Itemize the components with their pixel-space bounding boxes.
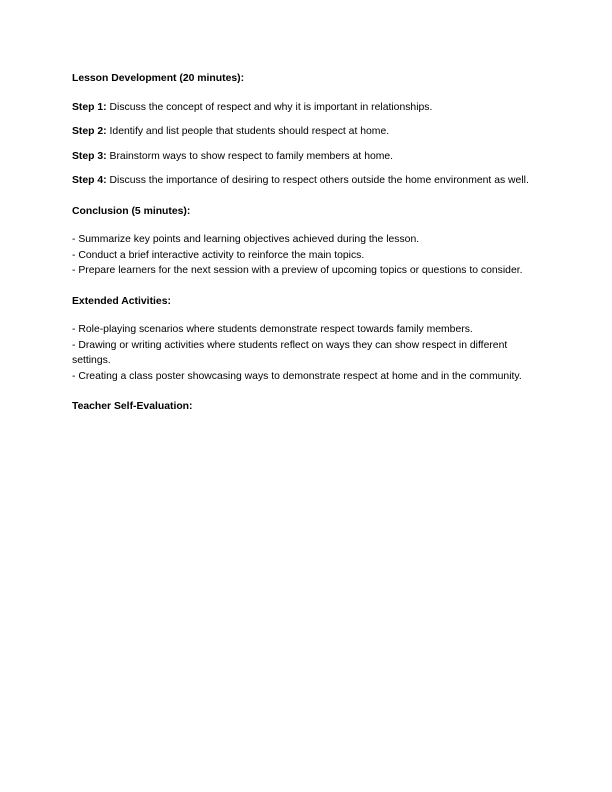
list-item: - Summarize key points and learning objectives achieved during the lesson. (72, 234, 420, 245)
spacer (72, 87, 540, 100)
step-2-text: Identify and list people that students should respect at home. (106, 126, 390, 137)
step-3-label: Step 3: (72, 150, 107, 162)
step-4-label: Step 4: (72, 175, 107, 186)
spacer (72, 309, 540, 322)
list-item: - Conduct a brief interactive activity to reinforce the main topics. (72, 249, 365, 261)
list-item: - Drawing or writing activities where students reflect on ways they can show respect in different settings. (72, 339, 508, 366)
list-item: - Prepare learners for the next session with a preview of upcoming topics or questions to consider. (72, 265, 523, 276)
step-3 (72, 149, 540, 165)
teacher-self-evaluation-heading: Teacher Self-Evaluation: (72, 401, 193, 412)
extended-activities-heading: Extended Activities: (72, 295, 171, 307)
document-body (72, 71, 540, 415)
step-4 (72, 173, 540, 189)
step-4-text: Discuss the importance of desiring to respect others outside the home environment as well. (106, 175, 529, 186)
spacer (72, 219, 540, 232)
conclusion-list (72, 232, 540, 279)
step-1-label: Step 1: (72, 101, 107, 113)
extended-activities-list (72, 322, 540, 384)
lesson-development-heading: Lesson Development (20 minutes): (72, 73, 245, 84)
step-1-text: Discuss the concept of respect and why it is important in relationships. (106, 101, 433, 113)
step-2 (72, 124, 540, 140)
step-3-text: Brainstorm ways to show respect to family members at home. (106, 150, 394, 162)
step-1 (72, 100, 540, 116)
list-item: - Creating a class poster showcasing ways to demonstrate respect at home and in the community. (72, 370, 522, 382)
conclusion-heading: Conclusion (5 minutes): (72, 205, 191, 217)
step-2-label: Step 2: (72, 126, 107, 137)
list-item: - Role-playing scenarios where students demonstrate respect towards family members. (72, 324, 473, 335)
